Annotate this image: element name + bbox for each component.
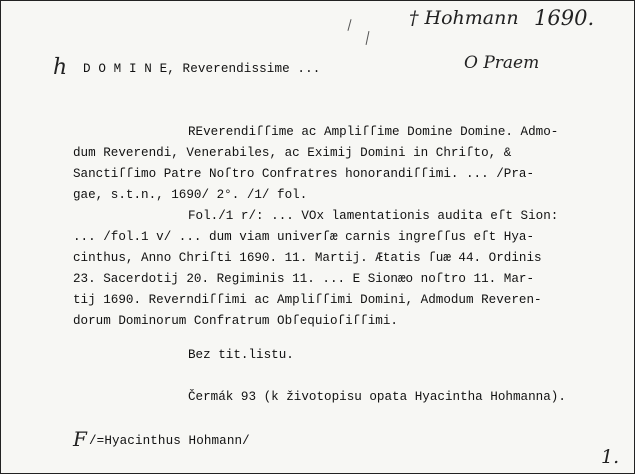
paragraph-2-line: cinthus, Anno Chriſti 1690. 11. Martij. Ætatis ſuæ 44. Ordinis <box>73 251 542 265</box>
handwritten-mark: h <box>53 55 68 80</box>
paragraph-2-line: tij 1690. Reverndiſſimi ac Ampliſſimi Domini, Admodum Reveren- <box>73 293 542 307</box>
paragraph-1-line: REverendiſſime ac Ampliſſime Domine Domine. Admo- <box>188 125 559 139</box>
bibliographic-reference: Čermák 93 (k životopisu opata Hyacintha Hohmanna). <box>188 390 566 404</box>
pencil-mark <box>366 31 370 45</box>
handwritten-order-note: O Praem <box>464 53 540 73</box>
paragraph-2-line: dorum Dominorum Confratrum Obſequioſiſſimi. <box>73 314 398 328</box>
author-line: /=Hyacinthus Hohmann/ <box>89 434 250 448</box>
handwritten-year: 1690. <box>534 6 595 30</box>
handwritten-card-number: 1. <box>601 446 620 468</box>
handwritten-letter: F <box>73 427 87 451</box>
heading <box>83 62 320 76</box>
handwritten-name: † Hohmann <box>409 7 519 29</box>
paragraph-1-line: gae, s.t.n., 1690/ 2°. /1/ fol. <box>73 188 308 202</box>
pencil-mark <box>347 19 351 31</box>
paragraph-2-line: Fol./1 r/: ... VOx lamentationis audita eſt Sion: <box>188 209 559 223</box>
heading-salutation: D O M I N E <box>83 62 168 76</box>
heading-rest: , Reverendissime ... <box>167 62 321 76</box>
paragraph-2-line: 23. Sacerdotij 20. Regiminis 11. ... E Sionæo noſtro 11. Mar- <box>73 272 535 286</box>
note-no-title-page: Bez tit.listu. <box>188 348 294 362</box>
paragraph-1-line: dum Reverendi, Venerabiles, ac Eximij Domini in Chriſto, & <box>73 146 512 160</box>
paragraph-2-line: ... /fol.1 v/ ... dum viam univerſæ carnis ingreſſus eſt Hya- <box>73 230 535 244</box>
paragraph-1-line: Sanctiſſimo Patre Noſtro Confratres honorandiſſimi. ... /Pra- <box>73 167 535 181</box>
